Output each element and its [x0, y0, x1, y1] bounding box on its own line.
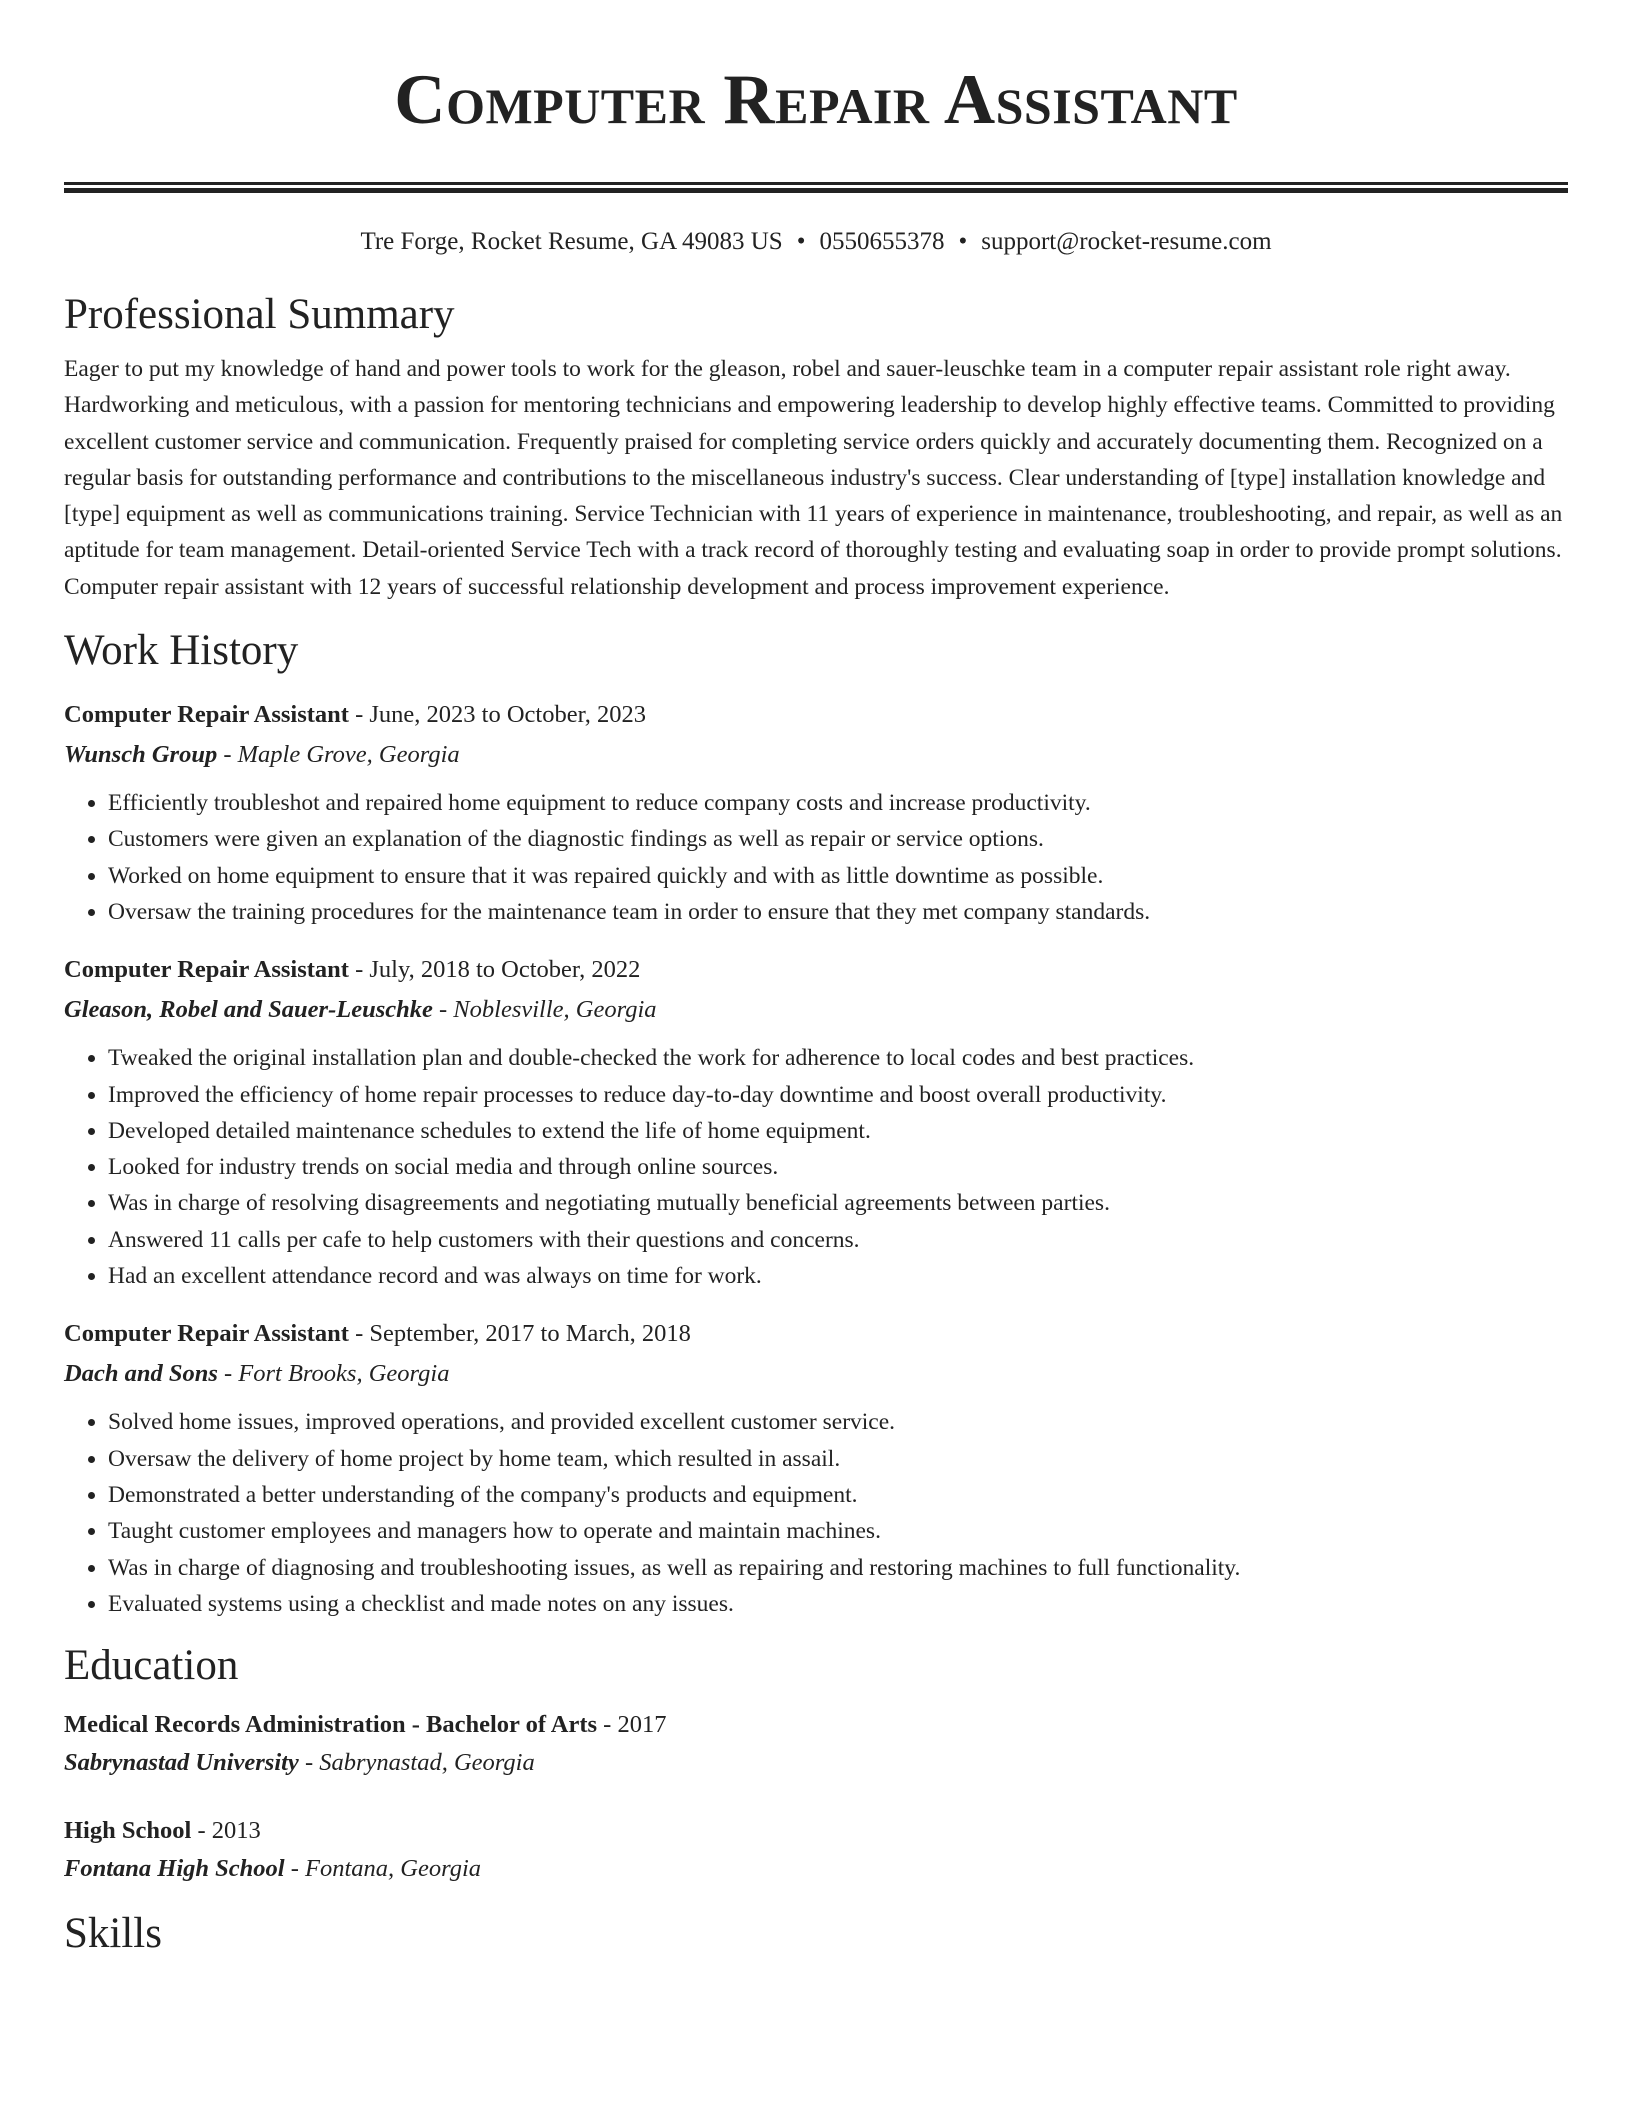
job-role: Computer Repair Assistant	[64, 956, 349, 984]
job-bullets	[64, 1040, 1568, 1294]
job-bullets	[64, 1404, 1568, 1622]
job-bullet: • Solved home issues, improved operations, and provided excellent customer service.	[108, 1404, 1568, 1440]
job-title-line	[64, 695, 1568, 735]
job-location: - Fort Brooks, Georgia	[217, 1360, 450, 1388]
summary-text: Eager to put my knowledge of hand and power tools to work for the gleason, robel and sauer-leuschke team in a computer repair assistant role right away. Hardworking and meticulous, with a passion for mentoring technicians and empowering leadership to develop highly effective teams. Committed to providing excellent customer service and communication. Frequently praised for completing service orders quickly and accurately documenting them. Recognized on a regular basis for outstanding performance and contributions to the miscellaneous industry's success. Clear understanding of [type] installation knowledge and [type] equipment as well as communications training. Service Technician with 11 years of experience in maintenance, troubleshooting, and repair, as well as an aptitude for team management. Detail-oriented Service Tech with a track record of thoroughly testing and evaluating soap in order to provide prompt solutions. Computer repair assistant with 12 years of successful relationship development and process improvement experience.	[64, 356, 1563, 600]
title-divider	[64, 182, 1568, 193]
skills-heading: Skills	[64, 1910, 162, 1958]
education-location: - Fontana, Georgia	[284, 1855, 482, 1883]
work-history-heading: Work History	[64, 627, 299, 675]
education-degree: Medical Records Administration - Bachelor of Arts	[64, 1711, 598, 1739]
education-school-line	[64, 1744, 1568, 1782]
job-dates: - July, 2018 to October, 2022	[348, 956, 641, 984]
job-bullet: • Tweaked the original installation plan and double-checked the work for adherence to local codes and best practices.	[108, 1040, 1568, 1076]
job-dates: - September, 2017 to March, 2018	[348, 1320, 691, 1348]
job-dates: - June, 2023 to October, 2023	[348, 701, 647, 729]
job-company-line	[64, 735, 1568, 775]
job-bullet: • Efficiently troubleshot and repaired home equipment to reduce company costs and increase productivity.	[108, 785, 1568, 821]
education-location: - Sabrynastad, Georgia	[298, 1749, 535, 1777]
job-title-line	[64, 950, 1568, 990]
job-title-line	[64, 1314, 1568, 1354]
job-entry	[64, 695, 1568, 930]
education-year: - 2017	[597, 1711, 667, 1739]
education-school-line	[64, 1850, 1568, 1888]
job-location: - Maple Grove, Georgia	[217, 741, 460, 769]
job-company: Wunsch Group	[64, 741, 218, 769]
contact-separator: •	[958, 228, 968, 255]
job-bullet: • Taught customer employees and managers how to operate and maintain machines.	[108, 1513, 1568, 1549]
job-bullet: • Looked for industry trends on social media and through online sources.	[108, 1149, 1568, 1185]
job-bullet: • Was in charge of diagnosing and troubleshooting issues, as well as repairing and restoring machines to full functionality.	[108, 1550, 1568, 1586]
contact-line	[64, 227, 1568, 257]
contact-email: support@rocket-resume.com	[981, 228, 1272, 255]
job-location: - Noblesville, Georgia	[432, 996, 657, 1024]
education-heading: Education	[64, 1642, 239, 1690]
job-bullet: • Worked on home equipment to ensure that it was repaired quickly and with as little downtime as possible.	[108, 858, 1568, 894]
contact-address: Tre Forge, Rocket Resume, GA 49083 US	[360, 228, 783, 255]
contact-phone: 0550655378	[819, 228, 945, 255]
job-bullet: • Customers were given an explanation of the diagnostic findings as well as repair or service options.	[108, 821, 1568, 857]
job-company: Gleason, Robel and Sauer-Leuschke	[64, 996, 433, 1024]
education-degree: High School	[64, 1817, 192, 1845]
education-year: - 2013	[191, 1817, 261, 1845]
job-role: Computer Repair Assistant	[64, 701, 349, 729]
contact-separator: •	[796, 228, 806, 255]
job-bullet: • Oversaw the training procedures for the maintenance team in order to ensure that they met company standards.	[108, 894, 1568, 930]
resume-title: Computer Repair Assistant	[394, 61, 1238, 139]
job-bullet: • Was in charge of resolving disagreements and negotiating mutually beneficial agreements between parties.	[108, 1185, 1568, 1221]
education-entry	[64, 1706, 1568, 1782]
job-role: Computer Repair Assistant	[64, 1320, 349, 1348]
job-bullets	[64, 785, 1568, 930]
education-school: Sabrynastad University	[64, 1749, 299, 1777]
education-entry	[64, 1812, 1568, 1888]
job-bullet: • Had an excellent attendance record and was always on time for work.	[108, 1258, 1568, 1294]
job-bullet: • Demonstrated a better understanding of the company's products and equipment.	[108, 1477, 1568, 1513]
summary-heading: Professional Summary	[64, 291, 455, 338]
job-company-line	[64, 990, 1568, 1030]
job-company-line	[64, 1354, 1568, 1394]
job-bullet: • Answered 11 calls per cafe to help customers with their questions and concerns.	[108, 1222, 1568, 1258]
job-bullet: • Evaluated systems using a checklist and made notes on any issues.	[108, 1586, 1568, 1622]
education-degree-line	[64, 1706, 1568, 1744]
job-entry	[64, 950, 1568, 1294]
job-entry	[64, 1314, 1568, 1622]
job-bullet: • Improved the efficiency of home repair processes to reduce day-to-day downtime and boost overall productivity.	[108, 1077, 1568, 1113]
job-bullet: • Developed detailed maintenance schedules to extend the life of home equipment.	[108, 1113, 1568, 1149]
job-bullet: • Oversaw the delivery of home project by home team, which resulted in assail.	[108, 1441, 1568, 1477]
job-company: Dach and Sons	[64, 1360, 218, 1388]
education-degree-line	[64, 1812, 1568, 1850]
education-school: Fontana High School	[64, 1855, 285, 1883]
